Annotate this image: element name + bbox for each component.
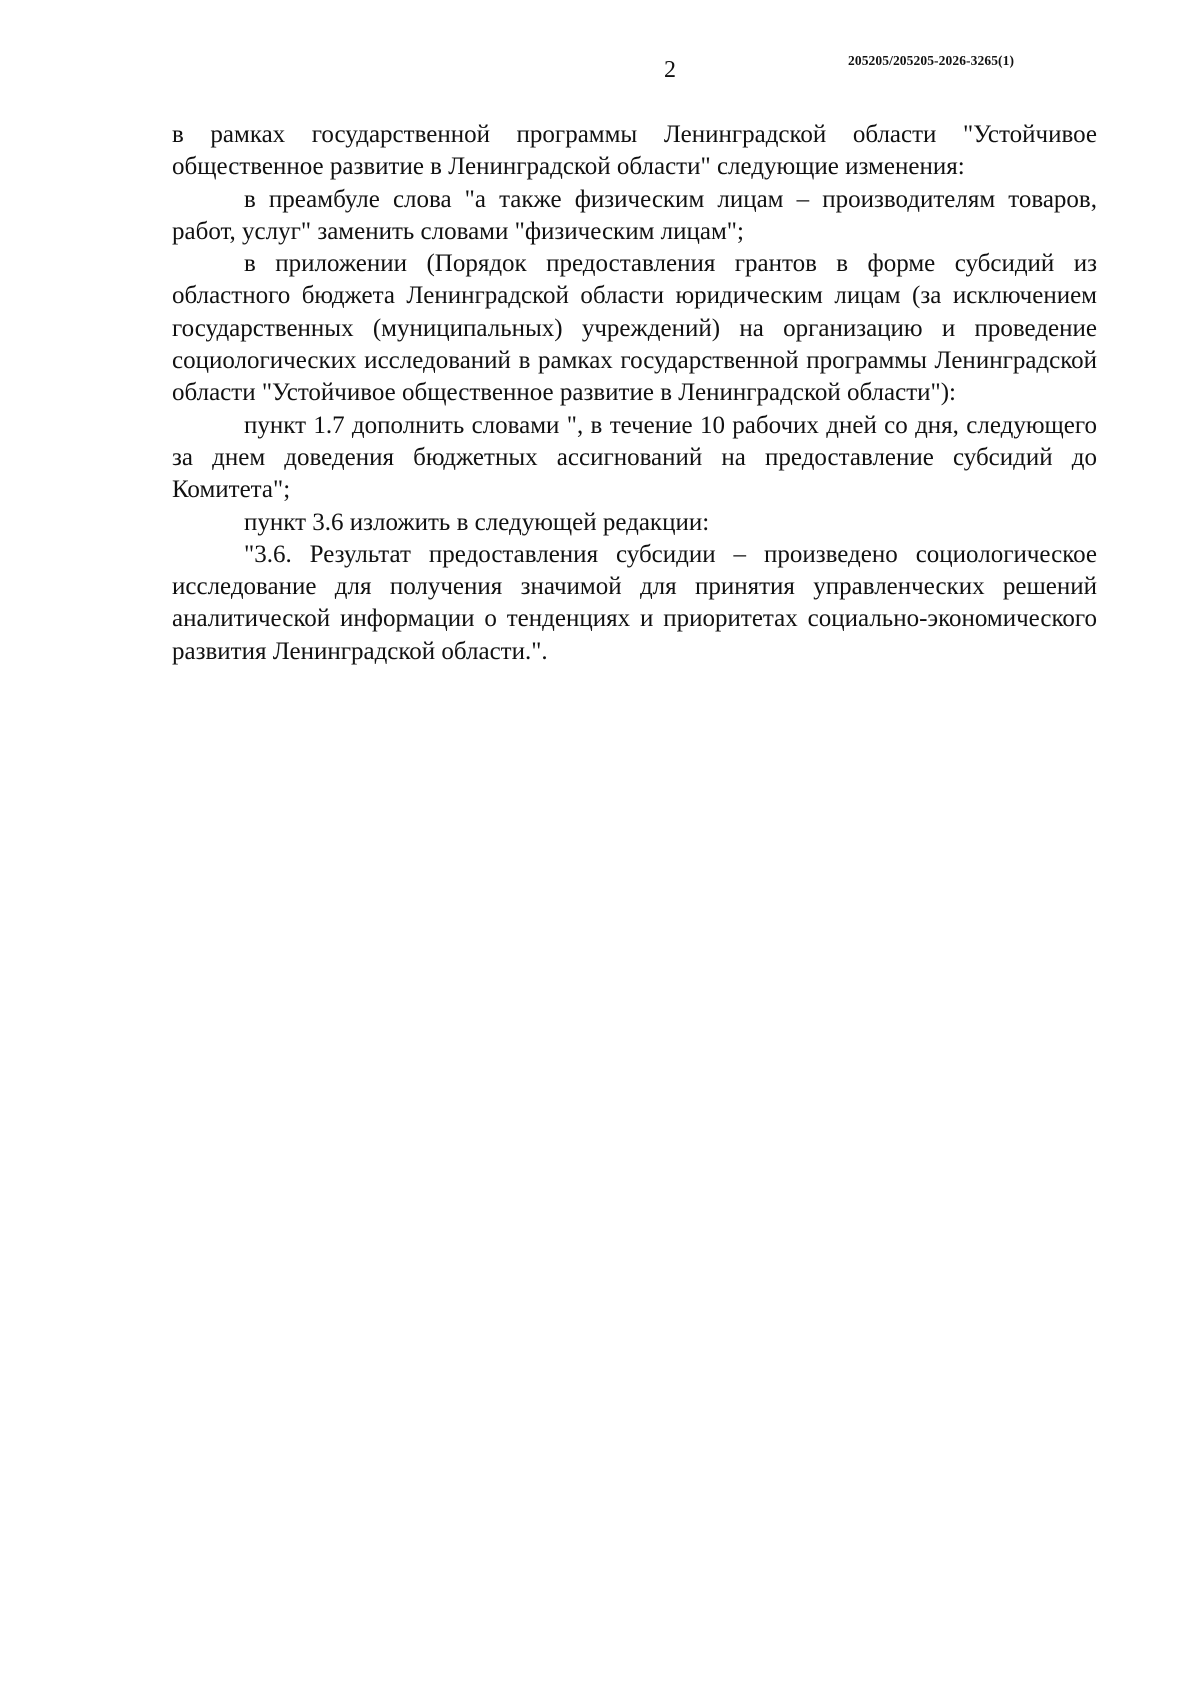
paragraph-preamble: в преамбуле слова "а также физическим лицам – производителям товаров, работ, услуг" заменить словами "физическим лицам"; <box>172 185 1097 245</box>
paragraph-clause-1-7: пункт 1.7 дополнить словами ", в течение 10 рабочих дней со дня, следующего за днем доведения бюджетных ассигнований на предоставление субсидий до Комитета"; <box>172 411 1097 504</box>
paragraph-clause-3-6-text: "3.6. Результат предоставления субсидии – произведено социологическое исследование для получения значимой для принятия управленческих решений аналитической информации о тенденциях и приоритетах социально-экономического развития Ленинградской области.". <box>172 540 1097 665</box>
paragraph-program-changes: в рамках государственной программы Ленинградской области "Устойчивое общественное развитие в Ленинградской области" следующие изменения: <box>172 121 1097 181</box>
page-number: 2 <box>664 57 676 83</box>
paragraph-appendix: в приложении (Порядок предоставления грантов в форме субсидий из областного бюджета Ленинградской области юридическим лицам (за исключением государственных (муниципальных) учреждений) на организацию и проведение социологических исследований в рамках государственной программы Ленинградской области "Устойчивое общественное развитие в Ленинградской области"): <box>172 250 1097 407</box>
paragraph-clause-3-6-intro: пункт 3.6 изложить в следующей редакции: <box>244 508 710 536</box>
document-body <box>172 119 1097 668</box>
document-id: 205205/205205-2026-3265(1) <box>848 53 1015 68</box>
